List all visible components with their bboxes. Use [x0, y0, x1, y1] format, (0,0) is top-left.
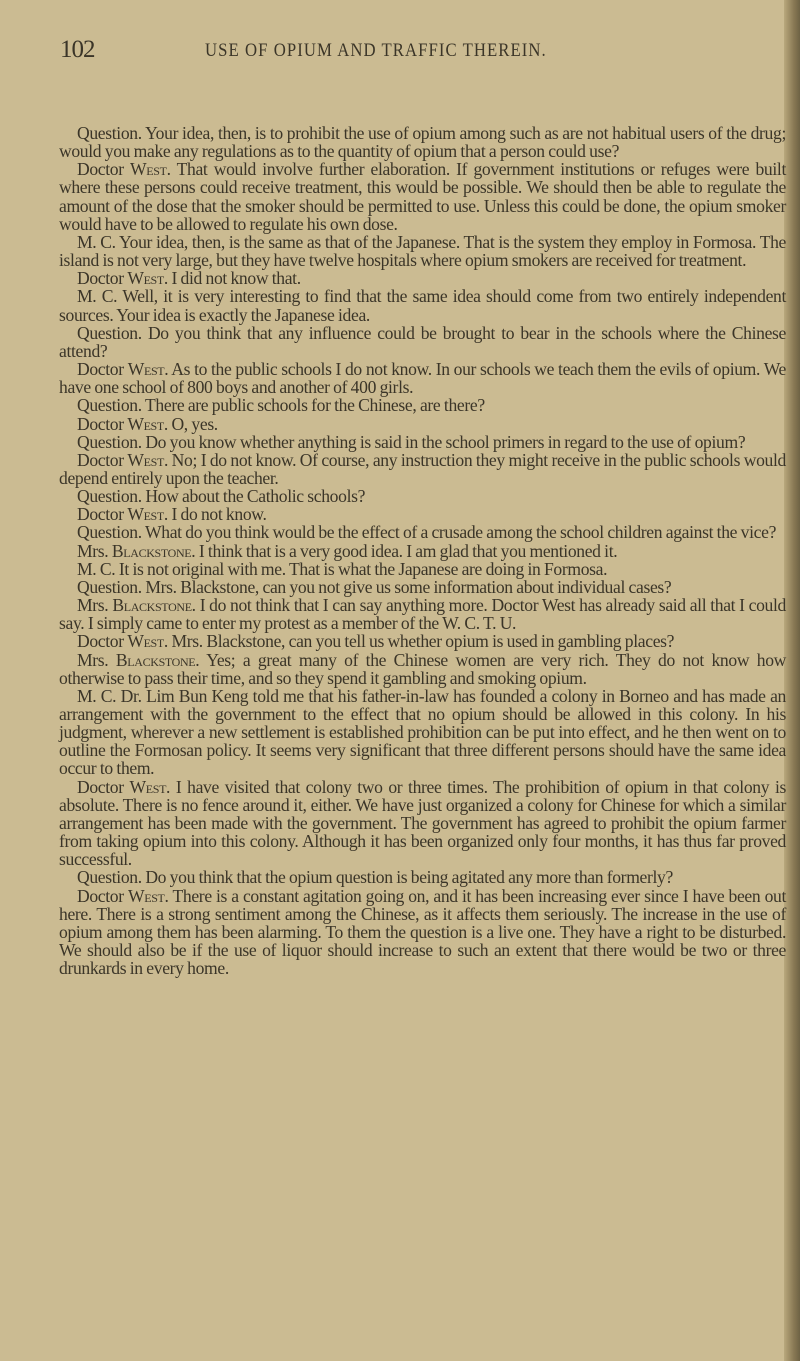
- testimony-paragraph: [59, 578, 786, 596]
- speaker-name: West.: [127, 413, 168, 434]
- speaker-lead: Doctor: [77, 776, 130, 797]
- speaker-name: West.: [127, 631, 168, 652]
- running-title: USE OF OPIUM AND TRAFFIC THEREIN.: [205, 40, 547, 61]
- speaker-lead: Mrs.: [77, 540, 112, 561]
- speaker-lead: Doctor: [77, 449, 128, 470]
- speaker-lead: Mrs.: [77, 649, 116, 670]
- statement-text: It is not original with me. That is what the Japanese are doing in Formosa.: [115, 558, 608, 579]
- testimony-paragraph: [59, 687, 786, 778]
- testimony-paragraph: [59, 523, 786, 541]
- speaker-lead: Doctor: [77, 631, 128, 652]
- testimony-paragraph: [59, 887, 786, 978]
- statement-text: I did not know that.: [167, 268, 301, 289]
- statement-text: I have visited that colony two or three times. The prohibition of opium in that colony is absolute. There is no fence around it, either. We have just organized a colony for Chinese for which a similar arrangement has been made with the government. The government has agreed to prohibit the opium farmer from taking opium into this colony. Although it has been organized only four months, it has thus far proved successful.: [59, 776, 786, 870]
- speaker-lead: M. C.: [77, 231, 116, 252]
- speaker-name: West.: [130, 159, 171, 180]
- testimony-paragraph: [59, 415, 786, 433]
- statement-text: Do you think that the opium question is being agitated any more than formerly?: [141, 867, 673, 888]
- speaker-name: West.: [129, 776, 171, 797]
- testimony-paragraph: [59, 396, 786, 414]
- statement-text: Mrs. Blackstone, can you not give us some information about individual cases?: [141, 576, 672, 597]
- speaker-lead: Question.: [77, 123, 142, 143]
- speaker-lead: Doctor: [77, 268, 128, 289]
- testimony-paragraph: [59, 269, 786, 287]
- testimony-paragraph: [59, 124, 786, 160]
- speaker-name: Blackstone.: [111, 540, 196, 561]
- speaker-name: West.: [127, 359, 169, 380]
- testimony-paragraph: [59, 868, 786, 886]
- speaker-lead: Doctor: [77, 159, 131, 180]
- statement-text: What do you think would be the effect of a crusade among the school children against the vice?: [141, 522, 777, 543]
- testimony-paragraph: [59, 632, 786, 650]
- speaker-lead: Doctor: [77, 413, 128, 434]
- speaker-lead: Question.: [77, 867, 142, 888]
- speaker-lead: Question.: [77, 576, 142, 597]
- statement-text: Dr. Lim Bun Keng told me that his father-in-law has founded a colony in Borneo and has made an arrangement with the government to the effect that no opium should be allowed in this colony. In his judgment, wherever a new settlement is established prohibition can be put into effect, and he then went on to outline the Formosan policy. It seems very significant that three different persons should have the same idea occur to them.: [59, 685, 786, 779]
- testimony-paragraph: [59, 651, 786, 687]
- statement-text: Your idea, then, is to prohibit the use of opium among such as are not habitual users of the drug; would you make any regulations as to the quantity of opium that a person could use?: [59, 123, 786, 162]
- statement-text: Well, it is very interesting to find that the same idea should come from two entirely independent sources. Your idea is exactly the Japanese idea.: [59, 286, 787, 325]
- testimony-paragraph: [59, 433, 786, 451]
- testimony-paragraph: [59, 287, 786, 323]
- speaker-name: West.: [127, 504, 168, 525]
- testimony-paragraph: [59, 233, 786, 269]
- statement-text: No; I do not know. Of course, any instruction they might receive in the public schools would depend entirely upon the teacher.: [59, 449, 786, 488]
- statement-text: Mrs. Blackstone, can you tell us whether opium is used in gambling places?: [167, 631, 675, 652]
- speaker-lead: M. C.: [77, 286, 118, 307]
- testimony-paragraph: [59, 487, 786, 505]
- statement-text: That would involve further elaboration. If government institutions or refuges were built where these persons could receive treatment, this would be possible. We should then be able to regulate the amount of the dose that the smoker should be permitted to use. Unless this could be done, the opium smoker would have to be allowed to regulate his own dose.: [59, 159, 786, 234]
- page-header: [60, 36, 780, 66]
- statement-text: O, yes.: [167, 413, 218, 434]
- statement-text: I do not know.: [167, 504, 267, 525]
- page-number: 102: [60, 36, 95, 63]
- testimony-paragraph: [59, 451, 786, 487]
- statement-text: I think that is a very good idea. I am glad that you mentioned it.: [195, 540, 618, 561]
- statement-text: Do you know whether anything is said in the school primers in regard to the use of opium?: [141, 431, 746, 452]
- speaker-lead: M. C.: [77, 685, 117, 706]
- page-binding-edge: [784, 0, 800, 1361]
- speaker-name: Blackstone.: [112, 595, 196, 616]
- statement-text: As to the public schools I do not know. In our schools we teach them the evils of opium. We have one school of 800 boys and another of 400 girls.: [59, 359, 786, 398]
- speaker-lead: Doctor: [77, 504, 128, 525]
- statement-text: There is a constant agitation going on, and it has been increasing ever since I have been out here. There is a strong sentiment among the Chinese, as it affects them seriously. The increase in the use of opium among them has been alarming. To them the question is a live one. They have a right to be disturbed. We should also be if the use of liquor should increase to such an extent that there would be two or three drunkards in every home.: [59, 885, 787, 979]
- testimony-paragraph: [59, 160, 786, 233]
- testimony-paragraph: [59, 560, 786, 578]
- speaker-name: West.: [127, 449, 169, 470]
- testimony-paragraph: [59, 778, 786, 869]
- statement-text: There are public schools for the Chinese, are there?: [141, 395, 485, 416]
- statement-text: Your idea, then, is the same as that of the Japanese. That is the system they employ in Formosa. The island is not very large, but they have twelve hospitals where opium smokers are received for treatment.: [59, 231, 787, 271]
- statement-text: Yes; a great many of the Chinese women are very rich. They do not know how otherwise to pass their time, and so they spend it gambling and smoking opium.: [59, 649, 786, 688]
- speaker-lead: Doctor: [77, 359, 128, 380]
- testimony-paragraph: [59, 596, 786, 632]
- testimony-paragraph: [59, 542, 786, 560]
- statement-text: Do you think that any influence could be brought to bear in the schools where the Chinese attend?: [59, 322, 786, 361]
- statement-text: I do not think that I can say anything more. Doctor West has already said all that I could say. I simply came to enter my protest as a member of the W. C. T. U.: [59, 595, 786, 634]
- speaker-lead: Question.: [77, 322, 142, 343]
- speaker-lead: Mrs.: [77, 595, 113, 616]
- testimony-paragraph: [59, 505, 786, 523]
- speaker-lead: Question.: [77, 486, 142, 507]
- statement-text: How about the Catholic schools?: [141, 486, 366, 507]
- speaker-lead: M. C.: [77, 558, 116, 579]
- speaker-name: West.: [127, 268, 168, 289]
- page-body: [59, 124, 786, 977]
- speaker-name: Blackstone.: [115, 649, 200, 670]
- speaker-name: West.: [128, 885, 169, 906]
- speaker-lead: Doctor: [77, 885, 128, 906]
- speaker-lead: Question.: [77, 395, 142, 416]
- testimony-paragraph: [59, 324, 786, 360]
- speaker-lead: Question.: [77, 522, 142, 543]
- testimony-paragraph: [59, 360, 786, 396]
- speaker-lead: Question.: [77, 431, 142, 452]
